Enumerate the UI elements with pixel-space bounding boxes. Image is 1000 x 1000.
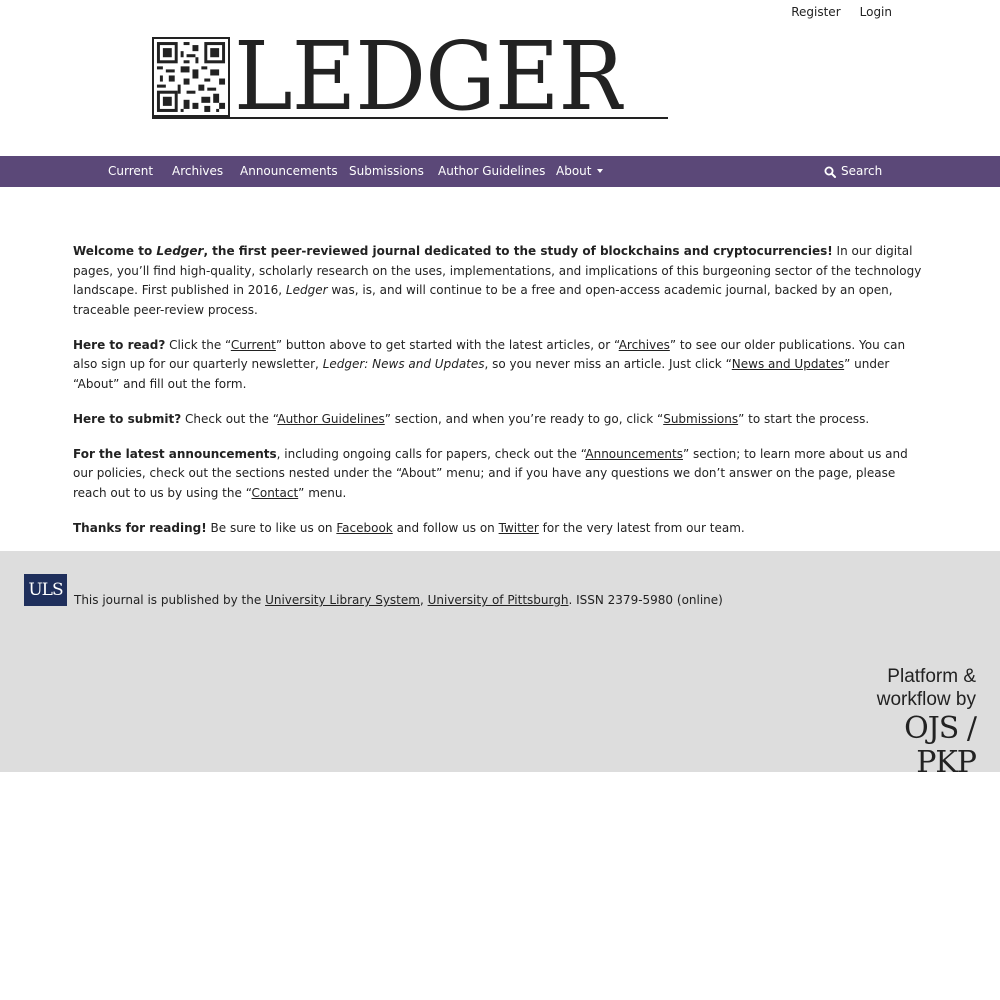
intro-paragraph: Welcome to Ledger, the first peer-reviewed journal dedicated to the study of blockchains and cryptocurrencies! In our digital pages, you’ll find high-quality, scholarly research on the uses, implementations, and implications of this burgeoning sector of the technology landscape. First published in 2016, Ledger was, is, and will continue to be a free and open-access academic journal, backed by an open, traceable peer-review process. [73,244,922,317]
read-paragraph: Here to read? Click the “Current” button above to get started with the latest articles, or “Archives” to see our older publications. You can also sign up for our quarterly newsletter, Ledger: News and Updates, so you never miss an article. Just click “News and Updates” under “About” and fill out the form. [73,337,906,391]
caret-down-icon [597,169,603,173]
read-heading: Here to read? [73,337,166,352]
announcements-paragraph: For the latest announcements, including ongoing calls for papers, check out the “Announcements” section; to learn more about us and our policies, check out the sections nested under the “About” menu; and if you have any questions we don’t answer on the page, please reach out to us by using the “Contact” menu. [73,446,908,500]
search-icon [824,166,836,178]
site-footer [0,551,1000,780]
submit-paragraph: Here to submit? Check out the “Author Guidelines” section, and when you’re ready to go, click “Submissions” to start the process. [73,411,870,426]
news-and-updates-link[interactable]: News and Updates [731,357,845,371]
intro-heading: Welcome to Ledger, the first peer-reviewed journal dedicated to the study of blockchains and cryptocurrencies! [73,244,833,258]
nav-archives[interactable]: Archives [172,164,224,178]
ojs-pkp-logo: OJS / PKP [904,711,976,780]
submit-heading: Here to submit? [73,411,182,426]
site-logo[interactable] [152,37,668,120]
publisher-statement: This journal is published by the University Library System, University of Pittsburgh. ISSN 2379-5980 (online) [74,593,723,607]
login-link[interactable]: Login [859,5,892,19]
twitter-link[interactable]: Twitter [498,520,539,535]
archives-link[interactable]: Archives [618,337,670,352]
platform-line-1: Platform & [887,666,976,687]
announcements-link[interactable]: Announcements [585,446,683,461]
current-link[interactable]: Current [230,337,276,352]
author-guidelines-link[interactable]: Author Guidelines [277,411,385,426]
search-button[interactable] [824,156,882,187]
user-nav [791,5,892,19]
thanks-heading: Thanks for reading! [73,520,207,535]
announcements-heading: For the latest announcements [73,446,277,461]
search-label: Search [841,164,883,178]
register-link[interactable]: Register [791,5,841,19]
nav-about[interactable] [556,156,603,187]
nav-about-label: About [556,164,592,178]
nav-submissions[interactable]: Submissions [349,164,424,178]
university-library-system-link[interactable]: University Library System [265,593,420,607]
pkp-brand-link[interactable] [846,665,976,780]
qr-code-icon [152,37,230,117]
nav-current[interactable]: Current [108,164,154,178]
nav-author-guidelines[interactable]: Author Guidelines [438,164,546,178]
logo-wordmark: LEDGER [234,37,625,117]
university-of-pittsburgh-link[interactable]: University of Pittsburgh [427,593,569,607]
uls-logo[interactable]: ULS [24,574,67,606]
primary-nav [0,156,1000,187]
contact-link[interactable]: Contact [251,485,299,500]
nav-announcements[interactable]: Announcements [240,164,338,178]
facebook-link[interactable]: Facebook [336,520,393,535]
main-content [73,242,923,554]
submissions-link[interactable]: Submissions [663,411,739,426]
thanks-paragraph: Thanks for reading! Be sure to like us on Facebook and follow us on Twitter for the very latest from our team. [73,520,745,535]
platform-line-2: workflow by [876,689,976,710]
logo-underline [152,117,668,119]
